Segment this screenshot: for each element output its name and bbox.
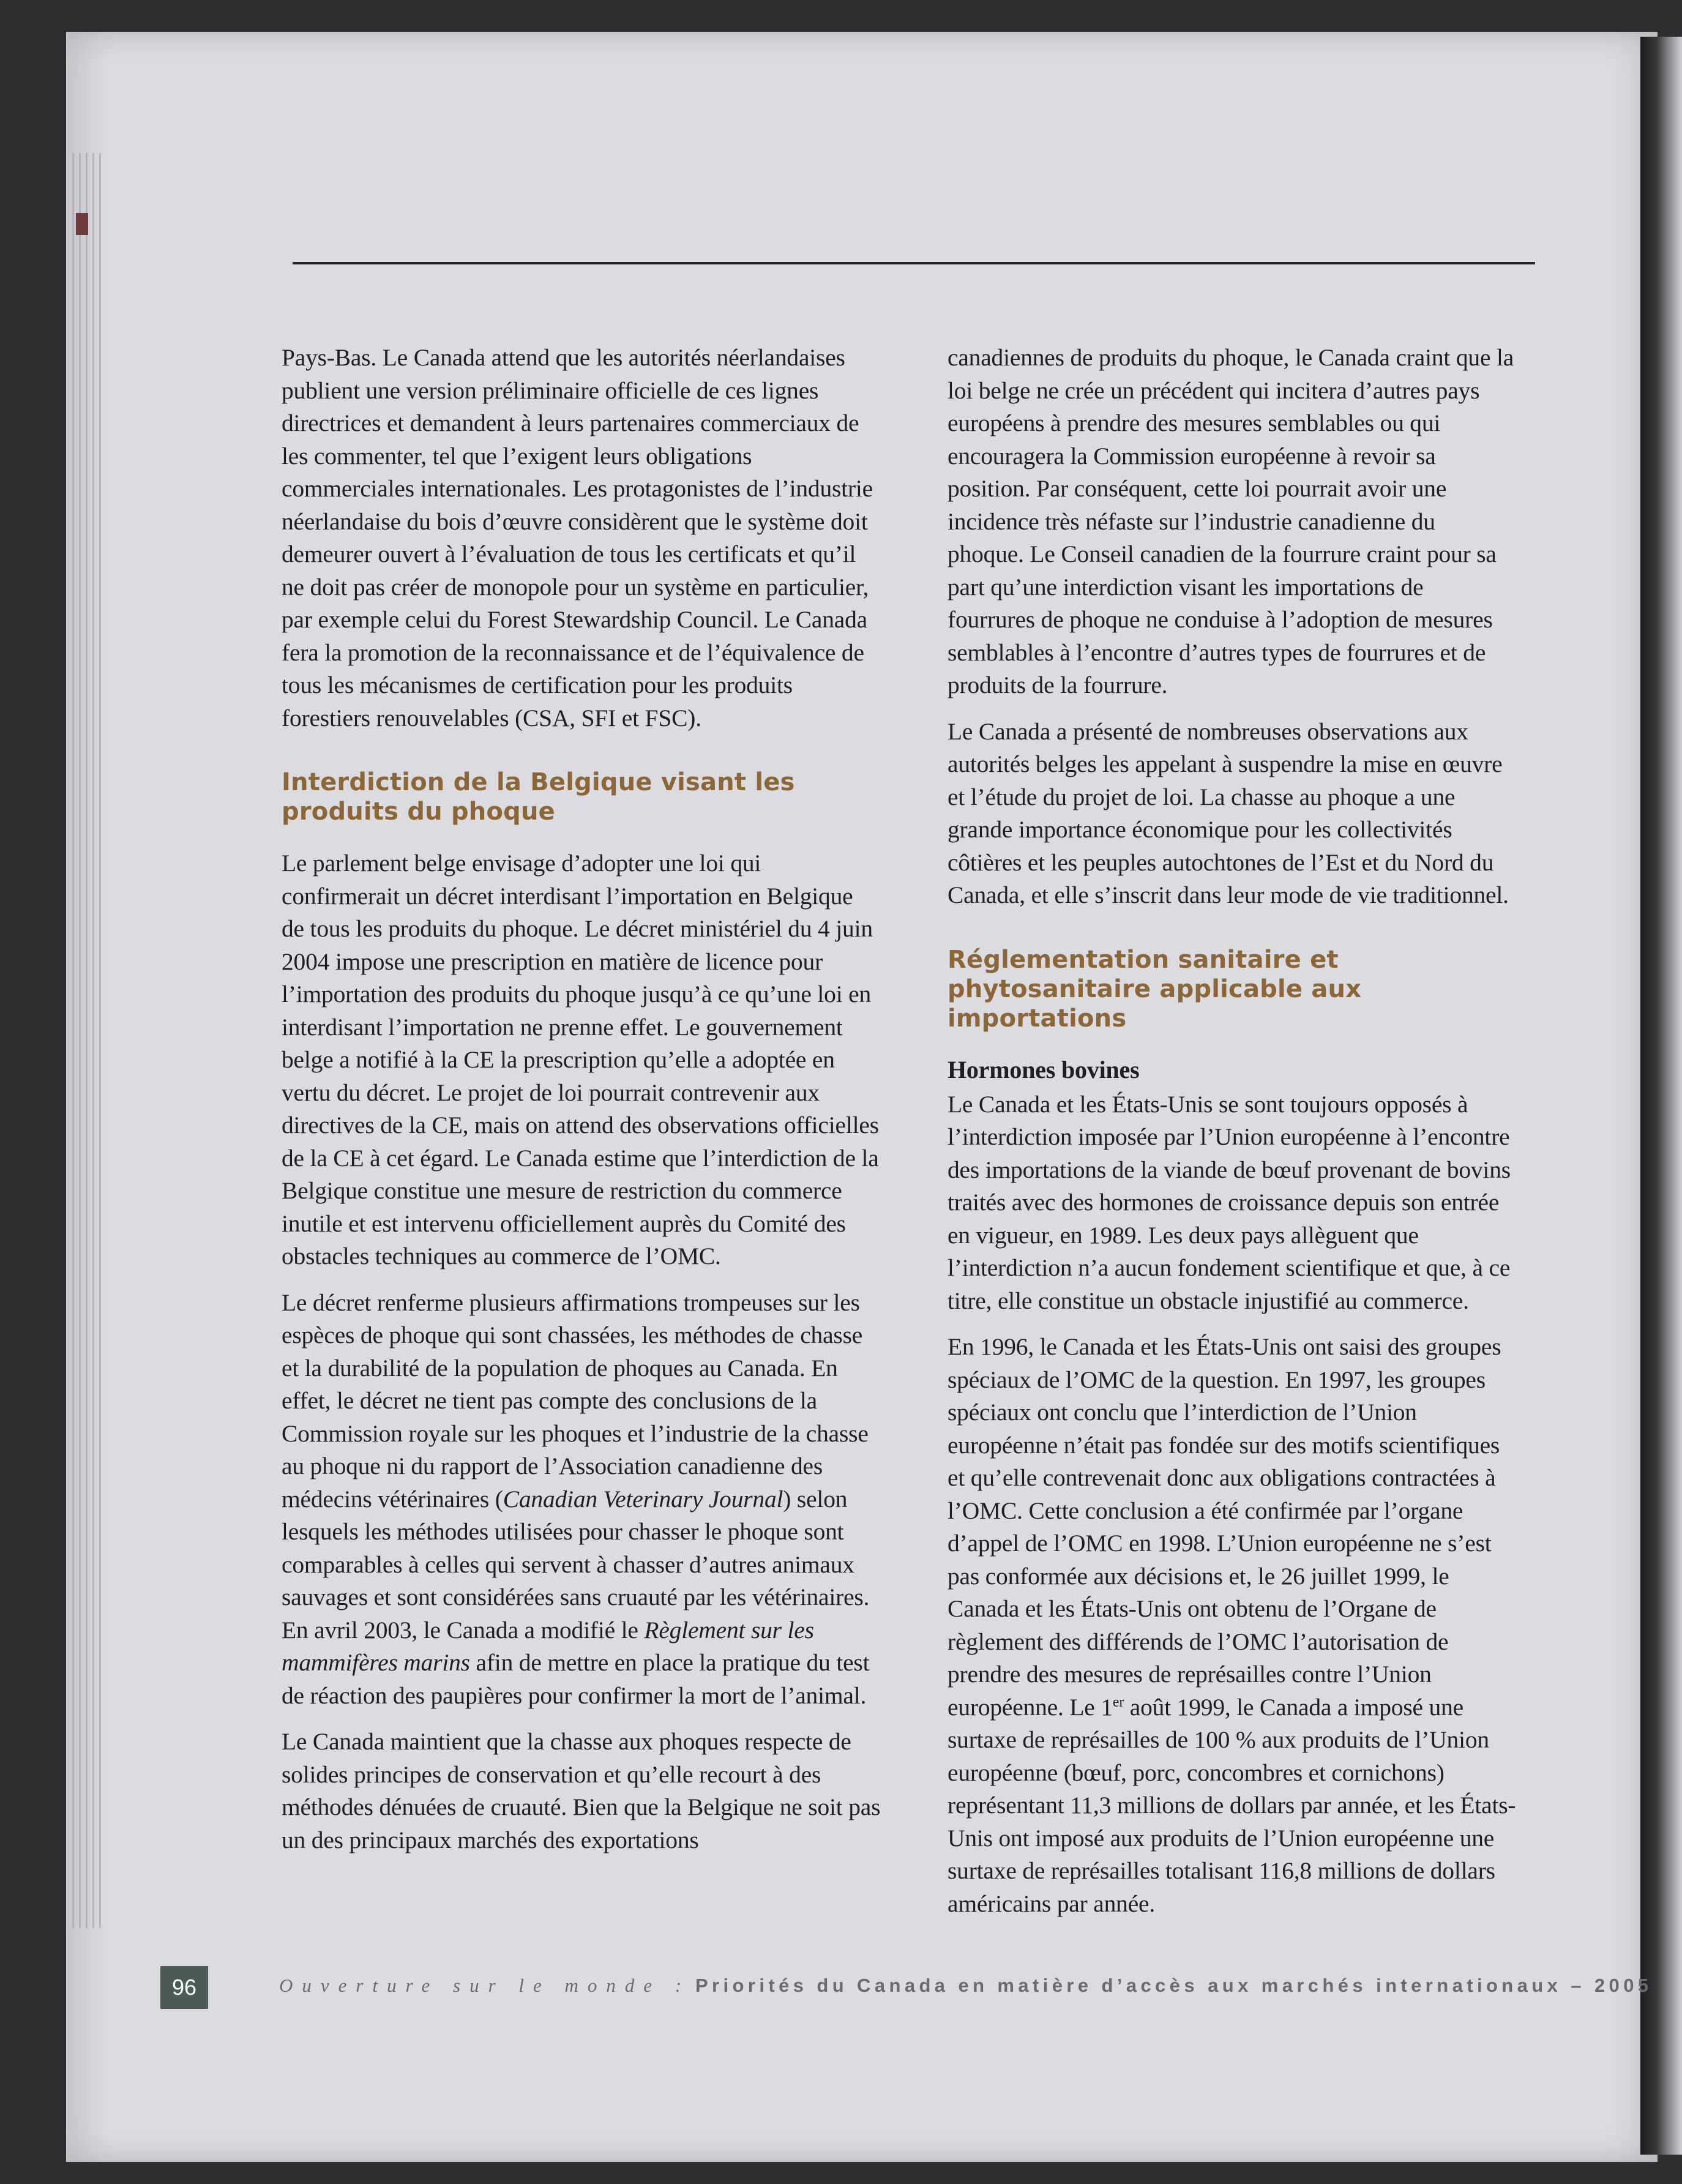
paragraph: Pays-Bas. Le Canada attend que les autorités néerlandaises publient une version préliminaire officielle de ces lignes directrices et demandent à leurs partenaires commerciaux de les commenter, tel que l’exigent leurs obligations commerciales internationales. Les protagonistes de l’industrie néerlandaise du bois d’œuvre considèrent que le système doit demeurer ouvert à l’évaluation de tous les certificats et qu’il ne doit pas créer de monopole pour un système en particulier, par exemple celui du Forest Stewardship Council. Le Canada fera la promotion de la reconnaissance et de l’équivalence de tous les mécanismes de certification pour les produits forestiers renouvelables (CSA, SFI et FSC). (282, 344, 873, 731)
left-column (282, 342, 881, 1870)
paragraph (282, 1287, 881, 1713)
paragraph: Le Canada et les États-Unis se sont toujours opposés à l’interdiction imposée par l’Union européenne à l’encontre des importations de la viande de bœuf provenant de bovins traités avec des hormones de croissance depuis son entrée en vigueur, en 1989. Les deux pays allèguent que l’interdiction n’a aucun fondement scientifique et que, à ce titre, elle constitue un obstacle injustifié au commerce. (948, 1090, 1511, 1314)
next-page-edge (1640, 37, 1682, 2155)
right-column (948, 342, 1517, 1934)
paragraph: Le parlement belge envisage d’adopter une loi qui confirmerait un décret interdisant l’importation en Belgique de tous les produits du phoque. Le décret ministériel du 4 juin 2004 impose une prescription en matière de licence pour l’importation des produits du phoque jusqu’à ce qu’une loi en interdisant l’importation ne prenne effet. Le gouvernement belge a notifié à la CE la prescription qu’elle a adoptée en vertu du décret. Le projet de loi pourrait contrevenir aux directives de la CE, mais on attend des observations officielles de la CE à cet égard. Le Canada estime que l’interdiction de la Belgique constitue une mesure de restriction du commerce inutile et est intervenu officiellement auprès du Comité des obstacles techniques au commerce de l’OMC. (282, 850, 879, 1270)
page-stack-edges (72, 153, 103, 1928)
paragraph: Le Canada maintient que la chasse aux phoques respecte de solides principes de conservation et qu’elle recourt à des méthodes dénuées de cruauté. Bien que la Belgique ne soit pas un des principaux marchés des exportations (282, 1728, 881, 1853)
text-run: août 1999, le Canada a imposé une surtaxe de représailles de 100 % aux produits de l’Union européenne (bœuf, porc, concombres et cornichons) représentant 11,3 millions de dollars par année, et les États-Unis ont imposé aux produits de l’Union européenne une surtaxe de représailles totalisant 116,8 millions de dollars américains par année. (948, 1693, 1516, 1917)
footer-title: Priorités du Canada en matière d’accès aux marchés internationaux – 2005 (695, 1975, 1653, 1996)
superscript: er (1112, 1694, 1124, 1710)
paragraph: Le Canada a présenté de nombreuses observations aux autorités belges les appelant à suspendre la mise en œuvre et l’étude du projet de loi. La chasse au phoque a une grande importance économique pour les collectivités côtières et les peuples autochtones de l’Est et du Nord du Canada, et elle s’inscrit dans leur mode de vie traditionnel. (948, 717, 1509, 908)
section-heading: Réglementation sanitaire et phytosanitaire applicable aux importations (948, 945, 1362, 1033)
text-run: afin de mettre en place la pratique du test de réaction des paupières pour confirmer la mort de l’animal. (282, 1649, 870, 1709)
paragraph: canadiennes de produits du phoque, le Canada craint que la loi belge ne crée un précédent qui incitera d’autres pays européens à prendre des mesures semblables ou qui encouragera la Commission européenne à revoir sa position. Par conséquent, cette loi pourrait avoir une incidence très néfaste sur l’industrie canadienne du phoque. Le Conseil canadien de la fourrure craint pour sa part qu’une interdiction visant les importations de fourrures de phoque ne conduise à l’adoption de mesures semblables à l’encontre d’autres types de fourrures et de produits de la fourrure. (948, 344, 1514, 698)
footer-title-italic: Ouverture sur le monde : (279, 1975, 691, 1996)
italic-title: Canadian Veterinary Journal (503, 1485, 783, 1513)
subsection-heading: Hormones bovines (948, 1055, 1140, 1083)
paragraph (948, 1331, 1517, 1920)
italic-title: Règlement sur les mammifères marins (282, 1616, 814, 1676)
section-heading: Interdiction de la Belgique visant les produits du phoque (282, 768, 795, 826)
text-run: En 1996, le Canada et les États-Unis ont saisi des groupes spéciaux de l’OMC de la question. En 1997, les groupes spéciaux ont conclu que l’interdiction de l’Union européenne n’était pas fondée sur des motifs scientifiques et qu’elle contrevenait donc aux obligations contractées à l’OMC. Cette conclusion a été confirmée par l’organe d’appel de l’OMC en 1998. L’Union européenne ne s’est pas conformée aux décisions et, le 26 juillet 1999, le Canada et les États-Unis ont obtenu de l’Organe de règlement des différends de l’OMC l’autorisation de prendre des mesures de représailles contre l’Union européenne. Le 1 (948, 1333, 1501, 1721)
text-run: ) selon lesquels les méthodes utilisées pour chasser le phoque sont comparables à celles qui servent à chasser d’autres animaux sauvages et sont considérées sans cruauté par les vétérinaires. En avril 2003, le Canada a modifié le (282, 1485, 870, 1644)
header-rule (293, 262, 1535, 264)
page-number: 96 (160, 1966, 208, 2009)
bookmark-tab (76, 213, 88, 235)
text-run: Le décret renferme plusieurs affirmations trompeuses sur les espèces de phoque qui sont chassées, les méthodes de chasse et la durabilité de la population de phoques au Canada. En effet, le décret ne tient pas compte des conclusions de la Commission royale sur les phoques et l’industrie de la chasse au phoque ni du rapport de l’Association canadienne des médecins vétérinaires ( (282, 1288, 869, 1513)
running-footer (279, 1975, 1653, 1997)
